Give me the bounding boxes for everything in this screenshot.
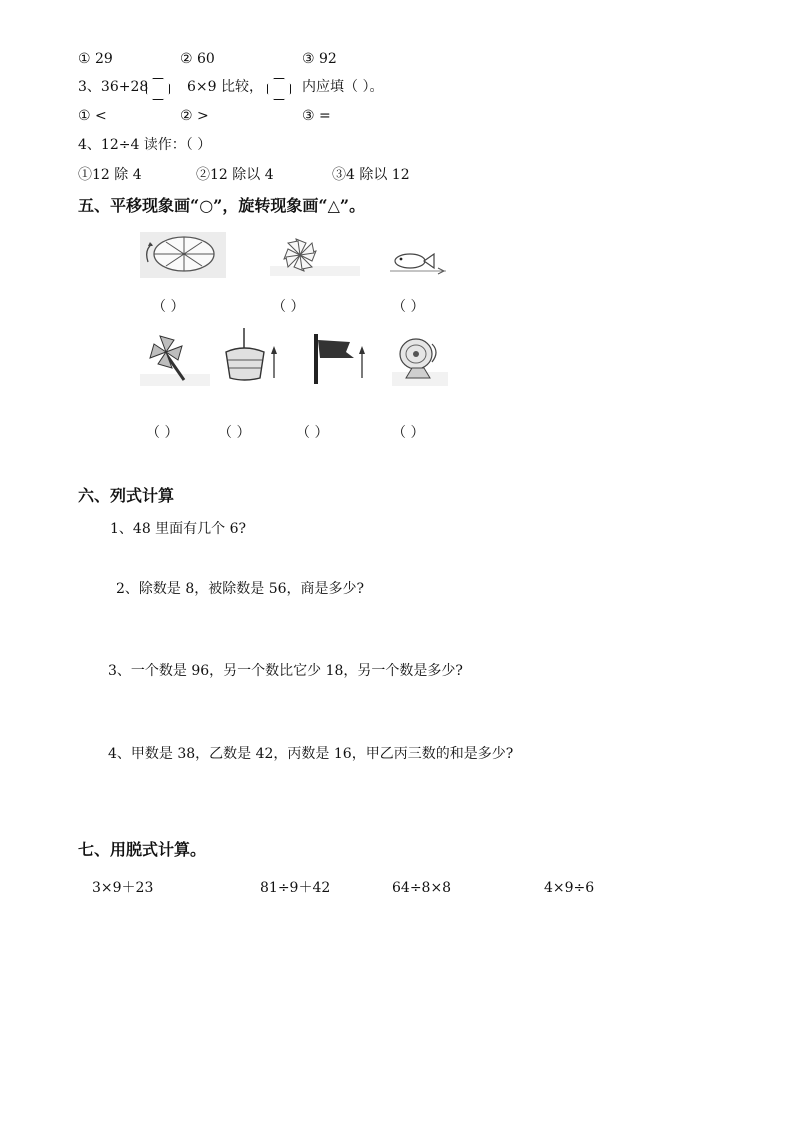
q2-option-1: ① 29 — [78, 51, 113, 67]
section7-expr-4: 4×9÷6 — [544, 880, 595, 896]
section6-item-4: 4、甲数是 38，乙数是 42，丙数是 16，甲乙丙三数的和是多少? — [108, 746, 514, 762]
spinning-wheel-image — [140, 232, 226, 278]
answer-paren-r2-4: （ ） — [392, 425, 425, 441]
section7-title: 七、用脱式计算。 — [78, 840, 207, 859]
section6-title: 六、列式计算 — [78, 486, 175, 505]
q3-option-3: ③ = — [302, 108, 331, 124]
section7-expr-3: 64÷8×8 — [392, 880, 452, 896]
answer-paren-r1-1: （ ） — [152, 299, 185, 315]
octagon-blank-2-icon — [267, 78, 291, 100]
q3-option-2: ② > — [180, 108, 209, 124]
answer-paren-r2-1: （ ） — [146, 425, 179, 441]
fish-image — [388, 246, 448, 276]
answer-paren-r1-2: （ ） — [272, 299, 305, 315]
section5-title: 五、平移现象画“○”，旋转现象画“△”。 — [78, 196, 366, 215]
q3-option-1: ① < — [78, 108, 107, 124]
q2-option-2: ② 60 — [180, 51, 215, 67]
electric-fan-image — [392, 332, 448, 386]
answer-paren-r2-2: （ ） — [218, 425, 251, 441]
section6-item-3: 3、一个数是 96，另一个数比它少 18，另一个数是多少? — [108, 663, 463, 679]
q4-stem: 4、12÷4 读作：（ ） — [78, 137, 212, 153]
answer-paren-r1-3: （ ） — [392, 299, 425, 315]
q4-option-2: ②12 除以 4 — [196, 167, 274, 183]
windmill-toy-image — [140, 330, 210, 386]
octagon-blank-1-icon — [146, 78, 170, 100]
rising-bucket-image — [222, 326, 282, 386]
q4-option-1: ①12 除 4 — [78, 167, 142, 183]
q3-left-text: 3、36+28 — [78, 79, 149, 95]
section7-expr-1: 3×9＋23 — [92, 880, 154, 896]
q3-mid-text: 6×9 比较， — [187, 79, 263, 95]
section6-item-2: 2、除数是 8，被除数是 56，商是多少? — [116, 581, 365, 597]
q2-option-3: ③ 92 — [302, 51, 337, 67]
flag-raising-image — [306, 330, 368, 386]
section7-expr-2: 81÷9＋42 — [260, 880, 331, 896]
section6-item-1: 1、48 里面有几个 6? — [110, 521, 247, 537]
q4-option-3: ③4 除以 12 — [332, 167, 410, 183]
answer-paren-r2-3: （ ） — [296, 425, 329, 441]
q3-right-text: 内应填（ ）。 — [302, 79, 384, 95]
pinwheel-image — [270, 236, 360, 276]
